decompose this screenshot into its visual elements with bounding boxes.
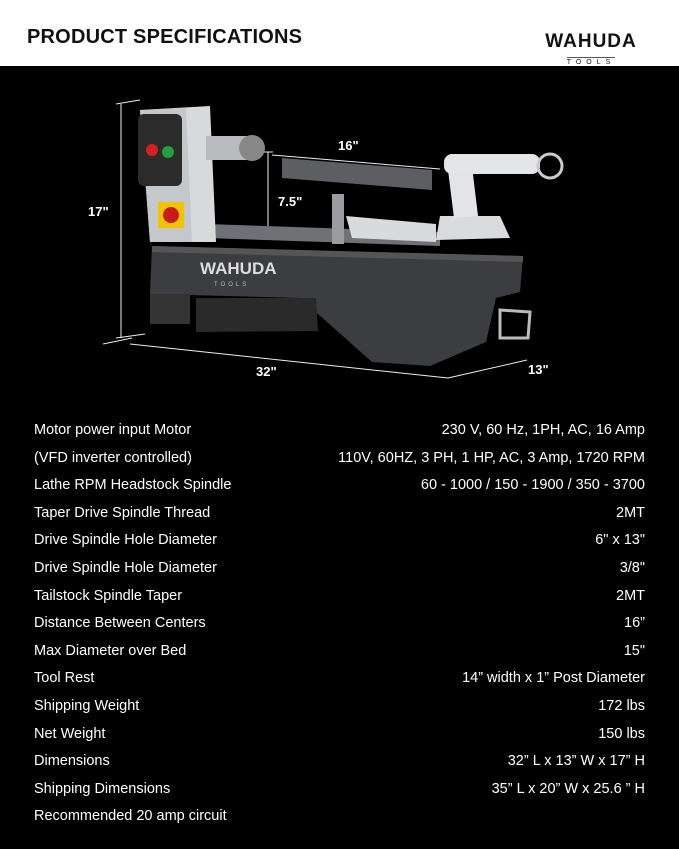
spec-row <box>34 477 645 505</box>
spec-label: Max Diameter over Bed <box>34 642 187 659</box>
spec-label: Drive Spindle Hole Diameter <box>34 559 217 576</box>
dim-swing: 7.5" <box>278 194 303 209</box>
spec-table <box>34 422 645 836</box>
spec-row <box>34 781 645 809</box>
spec-value: 150 lbs <box>598 725 645 742</box>
spec-row <box>34 505 645 533</box>
spec-row <box>34 532 645 560</box>
spec-label: Recommended 20 amp circuit <box>34 808 227 825</box>
spec-row <box>34 808 645 836</box>
spec-label: Net Weight <box>34 725 106 742</box>
spec-label: Drive Spindle Hole Diameter <box>34 532 217 549</box>
spec-row <box>34 753 645 781</box>
spec-label: Shipping Dimensions <box>34 780 171 797</box>
dim-depth: 13" <box>528 362 549 377</box>
lathe-base <box>150 246 530 366</box>
spec-value: 6" x 13" <box>595 532 645 549</box>
tailstock <box>436 154 562 240</box>
spec-value: 110V, 60HZ, 3 PH, 1 HP, AC, 3 Amp, 1720 RPM <box>338 449 645 466</box>
spec-value: 3/8" <box>619 559 645 576</box>
dim-length: 32" <box>256 364 277 379</box>
spec-label: Lathe RPM Headstock Spindle <box>34 477 232 494</box>
headstock <box>138 106 265 242</box>
spec-value: 14” width x 1” Post Diameter <box>462 670 645 687</box>
spec-value: 15" <box>623 642 645 659</box>
spec-row <box>34 615 645 643</box>
spec-row <box>34 726 645 754</box>
spec-label: (VFD inverter controlled) <box>34 449 192 466</box>
spec-row <box>34 422 645 450</box>
page-title: PRODUCT SPECIFICATIONS <box>27 26 303 48</box>
spec-value: 35” L x 20” W x 25.6 ” H <box>491 780 645 797</box>
spec-label: Taper Drive Spindle Thread <box>34 504 211 521</box>
spec-row <box>34 643 645 671</box>
spec-value: 32” L x 13” W x 17” H <box>507 753 645 770</box>
spec-label: Distance Between Centers <box>34 615 206 632</box>
lathe-illustration <box>0 66 679 406</box>
spec-label: Tailstock Spindle Taper <box>34 587 183 604</box>
dim-tool-rest: 16" <box>338 138 359 153</box>
spec-value: 2MT <box>616 504 645 521</box>
spec-label: Shipping Weight <box>34 697 140 714</box>
spec-row <box>34 670 645 698</box>
spec-value: 2MT <box>616 587 645 604</box>
spec-row <box>34 698 645 726</box>
spec-row <box>34 588 645 616</box>
spec-label: Dimensions <box>34 753 110 770</box>
logo-sub: TOOLS <box>566 59 616 66</box>
logo-brand: WAHUDA <box>545 31 637 52</box>
machine-brand: WAHUDA <box>200 259 277 278</box>
lathe-figure <box>0 66 679 406</box>
spec-label: Tool Rest <box>34 670 95 687</box>
spec-value: 230 V, 60 Hz, 1PH, AC, 16 Amp <box>441 422 645 438</box>
dim-height: 17" <box>88 204 109 219</box>
header-bar <box>0 0 679 66</box>
spec-row <box>34 450 645 478</box>
spec-row <box>34 560 645 588</box>
spec-value: 16” <box>624 615 645 632</box>
spec-value: 172 lbs <box>598 697 645 714</box>
spec-value: 60 - 1000 / 150 - 1900 / 350 - 3700 <box>420 477 645 494</box>
machine-sub: TOOLS <box>214 282 250 288</box>
spec-label: Motor power input Motor <box>34 422 192 438</box>
brand-logo <box>527 33 655 69</box>
